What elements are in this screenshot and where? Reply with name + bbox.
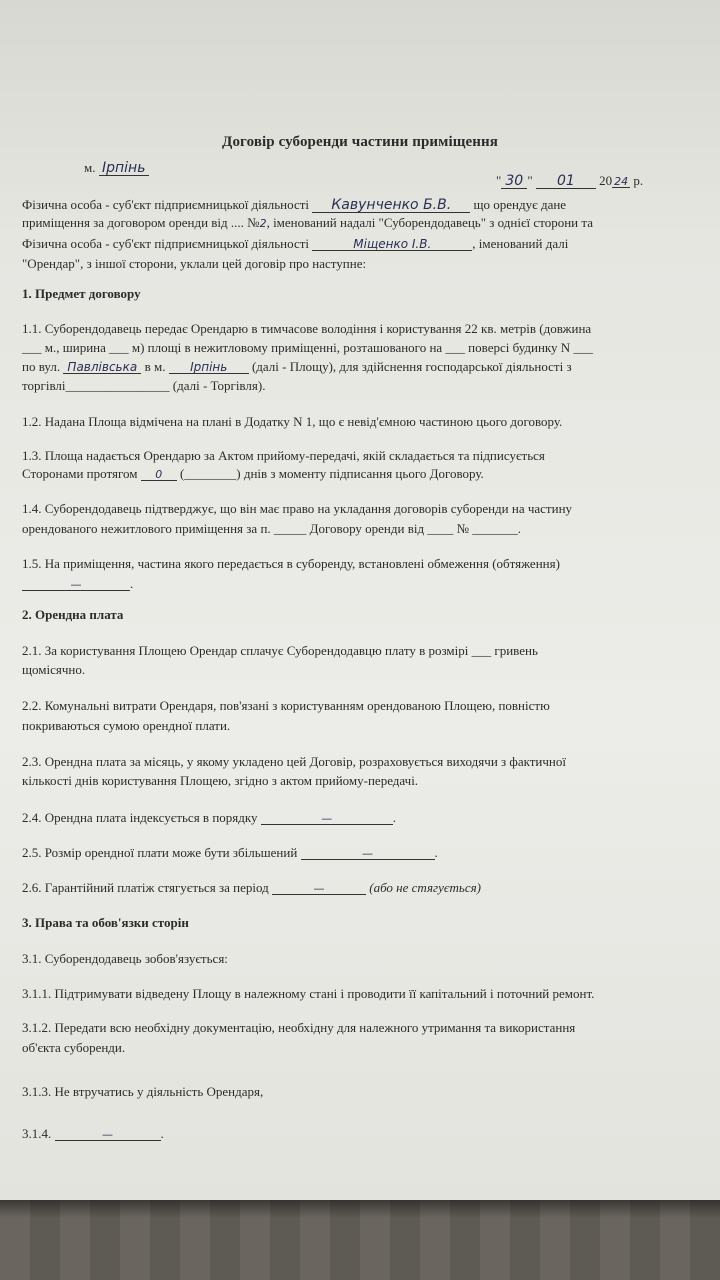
date-year-suffix: р. [633, 173, 644, 188]
clause-1-1-line-3 [22, 359, 572, 375]
clause-2-3-line-1: 2.3. Орендна плата за місяць, у якому укладено цей Договір, розраховується виходячи з фактичної [22, 754, 566, 769]
clause-text: 3.1.4. [22, 1126, 52, 1141]
clause-3-1-4-handwritten: — [55, 1129, 161, 1141]
clause-2-3-line-2: кількості днів користування Площею, згідно з актом прийому-передачі. [22, 773, 419, 788]
clause-text: 2.4. Орендна плата індексується в порядку [22, 810, 258, 825]
clause-2-6 [22, 880, 481, 896]
clause-text: . [434, 845, 438, 860]
page-shadow [0, 1200, 720, 1218]
lease-number: 2 [259, 217, 267, 230]
city-name: Ірпінь [169, 361, 249, 374]
encumbrance-handwritten: — [22, 579, 130, 591]
section-2-heading: 2. Орендна плата [22, 607, 124, 622]
intro-text: Фізична особа - суб'єкт підприємницької діяльності [22, 236, 310, 251]
sublessor-name: Кавунченко Б.В. [312, 198, 470, 213]
clause-text: 2.5. Розмір орендної плати може бути збільшений [22, 845, 298, 860]
date-quote-open: " [496, 173, 502, 188]
clause-1-3-line-1: 1.3. Площа надається Орендарю за Актом прийому-передачі, якій складається та підписується [22, 448, 545, 463]
date-year: 24 [614, 175, 629, 188]
clause-1-2: 1.2. Надана Площа відмічена на плані в Додатку N 1, що є невід'ємною частиною цього договору. [22, 414, 563, 429]
intro-text: що орендує дане [473, 197, 567, 212]
clause-1-1-line-4: торгівлі________________ (далі - Торгівля). [22, 378, 266, 393]
clause-2-5 [22, 845, 438, 861]
city-handwritten: Ірпінь [99, 161, 149, 176]
date-line [496, 173, 643, 189]
intro-text: , іменований надалі "Суборендодавець" з однієї сторони та [266, 215, 593, 230]
clause-3-1-1: 3.1.1. Підтримувати відведену Площу в належному стані і проводити її капітальний і поточний ремонт. [22, 986, 595, 1001]
floor-background [0, 1200, 720, 1280]
clause-1-4-line-1: 1.4. Суборендодавець підтверджує, що він має право на укладання договорів суборенди на частину [22, 501, 573, 516]
clause-text: (далі - Площу), для здійснення господарської діяльності з [251, 359, 572, 374]
clause-1-5-line-2 [22, 576, 133, 592]
intro-line-4: "Орендар", з іншої сторони, уклали цей договір про наступне: [22, 256, 367, 271]
clause-2-2-line-2: покриваються сумою орендної плати. [22, 718, 231, 733]
clause-2-1-line-1: 2.1. За користування Площею Орендар сплачує Суборендодавцю плату в розмірі ___ гривень [22, 643, 538, 658]
clause-3-1-4 [22, 1126, 164, 1142]
document-title: Договір суборенди частини приміщення [222, 134, 498, 150]
date-quote-close: " [527, 173, 533, 188]
clause-text: . [392, 810, 396, 825]
date-day: 30 [501, 174, 527, 189]
lessee-name: Міщенко І.В. [312, 238, 472, 251]
clause-note: (або не стягується) [369, 880, 481, 895]
intro-line-3 [22, 236, 568, 252]
increase-handwritten: — [301, 848, 435, 860]
clause-text: Сторонами протягом [22, 466, 138, 481]
clause-1-4-line-2: орендованого нежитлового приміщення за п. _____ Договору оренди від ____ № _______. [22, 521, 521, 536]
clause-text: по вул. [22, 359, 61, 374]
intro-text: , іменований далі [472, 236, 569, 251]
clause-2-1-line-2: щомісячно. [22, 662, 86, 677]
clause-3-1-3: 3.1.3. Не втручатись у діяльність Орендаря, [22, 1084, 264, 1099]
city-line [84, 160, 149, 176]
intro-text: Фізична особа - суб'єкт підприємницької діяльності [22, 197, 310, 212]
clause-text: 2.6. Гарантійний платіж стягується за період [22, 880, 269, 895]
clause-text: . [130, 576, 134, 591]
clause-2-2-line-1: 2.2. Комунальні витрати Орендаря, пов'язані з користуванням орендованою Площею, повністю [22, 698, 550, 713]
intro-line-1 [22, 197, 566, 213]
clause-text: в м. [144, 359, 166, 374]
clause-1-3-line-2 [22, 466, 484, 482]
clause-1-1-line-1: 1.1. Суборендодавець передає Орендарю в тимчасове володіння і користування 22 кв. метрів (довжина [22, 321, 592, 336]
indexation-handwritten: — [261, 813, 393, 825]
clause-1-1-line-2: ___ м., ширина ___ м) площі в нежитловому приміщенні, розташованого на ___ поверсі будинку N ___ [22, 340, 593, 355]
street-name: Павлівська [63, 361, 141, 374]
city-prefix: м. [84, 160, 96, 175]
date-year-prefix: 20 [599, 173, 613, 188]
intro-text: приміщення за договором оренди від .... № [22, 215, 260, 230]
clause-2-4 [22, 810, 396, 826]
clause-text: (________) днів з моменту підписання цього Договору. [179, 466, 484, 481]
section-1-heading: 1. Предмет договору [22, 286, 141, 301]
clause-3-1: 3.1. Суборендодавець зобов'язується: [22, 951, 228, 966]
clause-text: . [160, 1126, 164, 1141]
section-3-heading: 3. Права та обов'язки сторін [22, 915, 189, 930]
clause-1-5-line-1: 1.5. На приміщення, частина якого передається в суборенду, встановлені обмеження (обтяження) [22, 556, 560, 571]
clause-3-1-2-line-2: об'єкта суборенди. [22, 1040, 126, 1055]
intro-line-2 [22, 215, 593, 231]
guarantee-handwritten: — [272, 883, 366, 895]
date-month: 01 [536, 174, 596, 189]
clause-3-1-2-line-1: 3.1.2. Передати всю необхідну документацію, необхідну для належного утримання та використання [22, 1020, 576, 1035]
days-handwritten: 0 [141, 469, 177, 481]
